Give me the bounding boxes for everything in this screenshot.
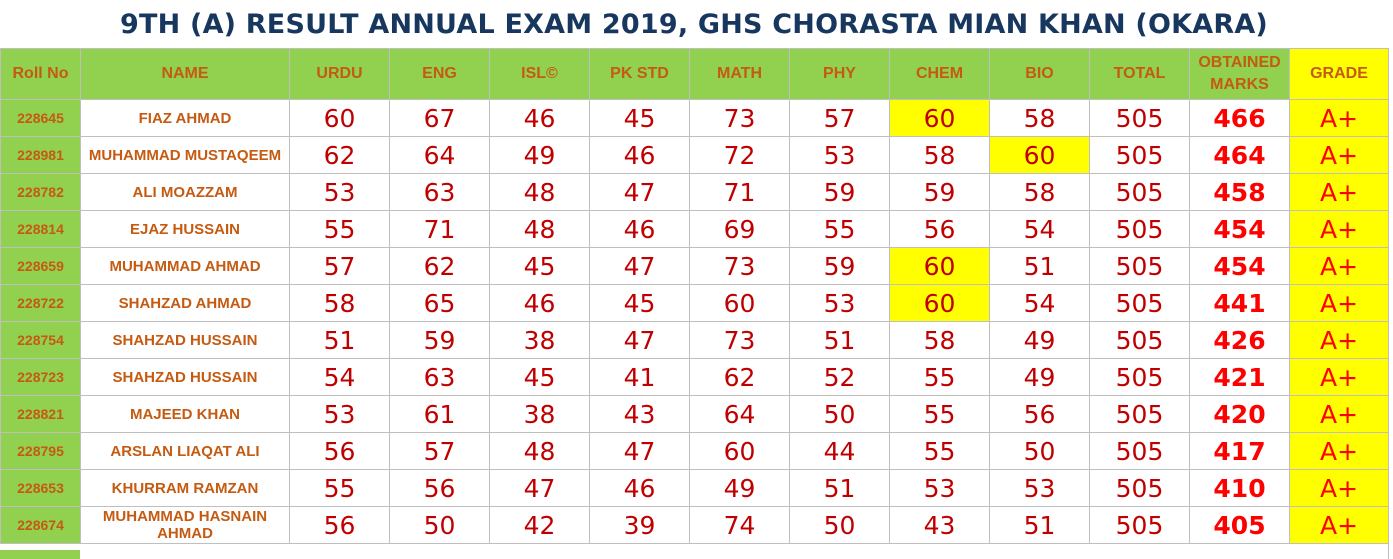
grade-cell[interactable]: A+ [1290, 507, 1389, 544]
roll-cell[interactable]: 228723 [1, 359, 81, 396]
phy-cell[interactable]: 50 [790, 396, 890, 433]
urdu-cell[interactable]: 53 [290, 174, 390, 211]
total-cell[interactable]: 505 [1090, 174, 1190, 211]
sheet-edge [1388, 48, 1393, 559]
obtained-cell[interactable]: 454 [1190, 211, 1290, 248]
name-cell[interactable]: FIAZ AHMAD [81, 100, 290, 137]
isl-cell[interactable]: 38 [490, 396, 590, 433]
total-cell[interactable]: 505 [1090, 433, 1190, 470]
name-cell[interactable]: MAJEED KHAN [81, 396, 290, 433]
pk-std-cell[interactable]: 41 [590, 359, 690, 396]
phy-cell[interactable]: 51 [790, 470, 890, 507]
phy-cell[interactable]: 59 [790, 248, 890, 285]
urdu-cell[interactable]: 55 [290, 470, 390, 507]
obtained-cell[interactable]: 466 [1190, 100, 1290, 137]
grade-cell[interactable]: A+ [1290, 285, 1389, 322]
grade-cell[interactable]: A+ [1290, 433, 1389, 470]
math-cell[interactable]: 64 [690, 396, 790, 433]
bio-cell[interactable]: 54 [990, 285, 1090, 322]
obtained-cell[interactable]: 458 [1190, 174, 1290, 211]
page-title: 9TH (A) RESULT ANNUAL EXAM 2019, GHS CHORASTA MIAN KHAN (OKARA) [120, 8, 1268, 40]
pk-std-cell[interactable]: 47 [590, 248, 690, 285]
eng-cell[interactable]: 50 [390, 507, 490, 544]
header-obtained-line2: MARKS [1210, 76, 1269, 93]
total-cell[interactable]: 505 [1090, 211, 1190, 248]
table-row [1, 433, 1389, 470]
header-urdu[interactable]: URDU [290, 49, 390, 100]
header-row [1, 49, 1389, 100]
roll-cell[interactable]: 228981 [1, 137, 81, 174]
name-cell[interactable]: EJAZ HUSSAIN [81, 211, 290, 248]
isl-cell[interactable]: 45 [490, 248, 590, 285]
roll-cell[interactable]: 228722 [1, 285, 81, 322]
grade-cell[interactable]: A+ [1290, 174, 1389, 211]
phy-cell[interactable]: 50 [790, 507, 890, 544]
math-cell[interactable]: 73 [690, 100, 790, 137]
table-row [1, 137, 1389, 174]
name-cell[interactable]: KHURRAM RAMZAN [81, 470, 290, 507]
table-row [1, 396, 1389, 433]
urdu-cell[interactable]: 56 [290, 433, 390, 470]
chem-cell[interactable]: 55 [890, 396, 990, 433]
total-cell[interactable]: 505 [1090, 396, 1190, 433]
total-cell[interactable]: 505 [1090, 470, 1190, 507]
obtained-cell[interactable]: 421 [1190, 359, 1290, 396]
eng-cell[interactable]: 63 [390, 359, 490, 396]
pk-std-cell[interactable]: 45 [590, 285, 690, 322]
table-row [1, 211, 1389, 248]
total-cell[interactable]: 505 [1090, 359, 1190, 396]
bio-cell[interactable]: 51 [990, 248, 1090, 285]
table-row [1, 174, 1389, 211]
urdu-cell[interactable]: 57 [290, 248, 390, 285]
name-cell[interactable]: SHAHZAD AHMAD [81, 285, 290, 322]
eng-cell[interactable]: 62 [390, 248, 490, 285]
grade-cell[interactable]: A+ [1290, 137, 1389, 174]
pk-std-cell[interactable]: 39 [590, 507, 690, 544]
urdu-cell[interactable]: 53 [290, 396, 390, 433]
isl-cell[interactable]: 38 [490, 322, 590, 359]
total-cell[interactable]: 505 [1090, 100, 1190, 137]
math-cell[interactable]: 74 [690, 507, 790, 544]
roll-cell[interactable]: 228754 [1, 322, 81, 359]
chem-cell[interactable]: 43 [890, 507, 990, 544]
obtained-cell[interactable]: 410 [1190, 470, 1290, 507]
chem-cell[interactable]: 53 [890, 470, 990, 507]
chem-cell[interactable]: 59 [890, 174, 990, 211]
math-cell[interactable]: 60 [690, 433, 790, 470]
isl-cell[interactable]: 45 [490, 359, 590, 396]
math-cell[interactable]: 62 [690, 359, 790, 396]
obtained-cell[interactable]: 454 [1190, 248, 1290, 285]
roll-cell[interactable]: 228814 [1, 211, 81, 248]
bio-cell[interactable]: 51 [990, 507, 1090, 544]
header-eng[interactable]: ENG [390, 49, 490, 100]
name-cell[interactable]: ALI MOAZZAM [81, 174, 290, 211]
chem-cell[interactable]: 60 [890, 100, 990, 137]
grade-cell[interactable]: A+ [1290, 396, 1389, 433]
header-isl[interactable]: ISL© [490, 49, 590, 100]
isl-cell[interactable]: 48 [490, 211, 590, 248]
bio-cell[interactable]: 53 [990, 470, 1090, 507]
name-cell[interactable]: MUHAMMAD HASNAIN AHMAD [81, 507, 290, 544]
table-row [1, 100, 1389, 137]
isl-cell[interactable]: 48 [490, 433, 590, 470]
urdu-cell[interactable]: 60 [290, 100, 390, 137]
urdu-cell[interactable]: 62 [290, 137, 390, 174]
name-cell[interactable]: SHAHZAD HUSSAIN [81, 359, 290, 396]
header-bio[interactable]: BIO [990, 49, 1090, 100]
header-chem[interactable]: CHEM [890, 49, 990, 100]
chem-cell[interactable]: 56 [890, 211, 990, 248]
grade-cell[interactable]: A+ [1290, 248, 1389, 285]
pk-std-cell[interactable]: 47 [590, 174, 690, 211]
math-cell[interactable]: 60 [690, 285, 790, 322]
total-cell[interactable]: 505 [1090, 285, 1190, 322]
bio-cell[interactable]: 60 [990, 137, 1090, 174]
math-cell[interactable]: 73 [690, 322, 790, 359]
isl-cell[interactable]: 46 [490, 100, 590, 137]
name-cell[interactable]: MUHAMMAD MUSTAQEEM [81, 137, 290, 174]
obtained-cell[interactable]: 426 [1190, 322, 1290, 359]
pk-std-cell[interactable]: 46 [590, 470, 690, 507]
obtained-cell[interactable]: 464 [1190, 137, 1290, 174]
name-cell[interactable]: SHAHZAD HUSSAIN [81, 322, 290, 359]
math-cell[interactable]: 73 [690, 248, 790, 285]
grade-cell[interactable]: A+ [1290, 359, 1389, 396]
pk-std-cell[interactable]: 46 [590, 137, 690, 174]
name-cell[interactable]: ARSLAN LIAQAT ALI [81, 433, 290, 470]
pk-std-cell[interactable]: 43 [590, 396, 690, 433]
roll-cell[interactable]: 228795 [1, 433, 81, 470]
roll-cell[interactable]: 228674 [1, 507, 81, 544]
next-row-cell[interactable] [0, 550, 80, 559]
urdu-cell[interactable]: 56 [290, 507, 390, 544]
math-cell[interactable]: 72 [690, 137, 790, 174]
table-row [1, 248, 1389, 285]
grade-cell[interactable]: A+ [1290, 470, 1389, 507]
grade-cell[interactable]: A+ [1290, 100, 1389, 137]
total-cell[interactable]: 505 [1090, 322, 1190, 359]
obtained-cell[interactable]: 420 [1190, 396, 1290, 433]
eng-cell[interactable]: 67 [390, 100, 490, 137]
obtained-cell[interactable]: 441 [1190, 285, 1290, 322]
grade-cell[interactable]: A+ [1290, 211, 1389, 248]
chem-cell[interactable]: 58 [890, 137, 990, 174]
chem-cell[interactable]: 55 [890, 433, 990, 470]
header-math[interactable]: MATH [690, 49, 790, 100]
isl-cell[interactable]: 48 [490, 174, 590, 211]
pk-std-cell[interactable]: 46 [590, 211, 690, 248]
obtained-cell[interactable]: 417 [1190, 433, 1290, 470]
phy-cell[interactable]: 57 [790, 100, 890, 137]
bio-cell[interactable]: 50 [990, 433, 1090, 470]
header-name[interactable]: NAME [81, 49, 290, 100]
eng-cell[interactable]: 59 [390, 322, 490, 359]
roll-cell[interactable]: 228653 [1, 470, 81, 507]
isl-cell[interactable]: 42 [490, 507, 590, 544]
header-phy[interactable]: PHY [790, 49, 890, 100]
bio-cell[interactable]: 58 [990, 174, 1090, 211]
header-grade[interactable]: GRADE [1290, 49, 1389, 100]
math-cell[interactable]: 49 [690, 470, 790, 507]
isl-cell[interactable]: 47 [490, 470, 590, 507]
urdu-cell[interactable]: 54 [290, 359, 390, 396]
pk-std-cell[interactable]: 47 [590, 433, 690, 470]
chem-cell[interactable]: 55 [890, 359, 990, 396]
bio-cell[interactable]: 58 [990, 100, 1090, 137]
isl-cell[interactable]: 49 [490, 137, 590, 174]
math-cell[interactable]: 69 [690, 211, 790, 248]
isl-cell[interactable]: 46 [490, 285, 590, 322]
phy-cell[interactable]: 53 [790, 137, 890, 174]
phy-cell[interactable]: 55 [790, 211, 890, 248]
phy-cell[interactable]: 51 [790, 322, 890, 359]
pk-std-cell[interactable]: 47 [590, 322, 690, 359]
total-cell[interactable]: 505 [1090, 137, 1190, 174]
phy-cell[interactable]: 44 [790, 433, 890, 470]
table-row [1, 322, 1389, 359]
chem-cell[interactable]: 58 [890, 322, 990, 359]
urdu-cell[interactable]: 55 [290, 211, 390, 248]
result-table [0, 48, 1389, 544]
table-row [1, 470, 1389, 507]
eng-cell[interactable]: 71 [390, 211, 490, 248]
header-roll-no[interactable]: Roll No [1, 49, 81, 100]
roll-cell[interactable]: 228821 [1, 396, 81, 433]
table-row [1, 285, 1389, 322]
eng-cell[interactable]: 64 [390, 137, 490, 174]
pk-std-cell[interactable]: 45 [590, 100, 690, 137]
name-cell[interactable]: MUHAMMAD AHMAD [81, 248, 290, 285]
header-obtained-line1: OBTAINED [1198, 54, 1281, 71]
table-row [1, 507, 1389, 544]
eng-cell[interactable]: 63 [390, 174, 490, 211]
header-total[interactable]: TOTAL [1090, 49, 1190, 100]
table-row [1, 359, 1389, 396]
phy-cell[interactable]: 59 [790, 174, 890, 211]
grade-cell[interactable]: A+ [1290, 322, 1389, 359]
header-obtained-marks[interactable] [1190, 49, 1290, 100]
bio-cell[interactable]: 49 [990, 359, 1090, 396]
eng-cell[interactable]: 65 [390, 285, 490, 322]
bio-cell[interactable]: 49 [990, 322, 1090, 359]
urdu-cell[interactable]: 58 [290, 285, 390, 322]
roll-cell[interactable]: 228782 [1, 174, 81, 211]
eng-cell[interactable]: 57 [390, 433, 490, 470]
obtained-cell[interactable]: 405 [1190, 507, 1290, 544]
bio-cell[interactable]: 54 [990, 211, 1090, 248]
header-pk-std[interactable]: PK STD [590, 49, 690, 100]
roll-cell[interactable]: 228645 [1, 100, 81, 137]
math-cell[interactable]: 71 [690, 174, 790, 211]
chem-cell[interactable]: 60 [890, 285, 990, 322]
phy-cell[interactable]: 53 [790, 285, 890, 322]
phy-cell[interactable]: 52 [790, 359, 890, 396]
eng-cell[interactable]: 61 [390, 396, 490, 433]
total-cell[interactable]: 505 [1090, 248, 1190, 285]
urdu-cell[interactable]: 51 [290, 322, 390, 359]
total-cell[interactable]: 505 [1090, 507, 1190, 544]
chem-cell[interactable]: 60 [890, 248, 990, 285]
roll-cell[interactable]: 228659 [1, 248, 81, 285]
bio-cell[interactable]: 56 [990, 396, 1090, 433]
eng-cell[interactable]: 56 [390, 470, 490, 507]
